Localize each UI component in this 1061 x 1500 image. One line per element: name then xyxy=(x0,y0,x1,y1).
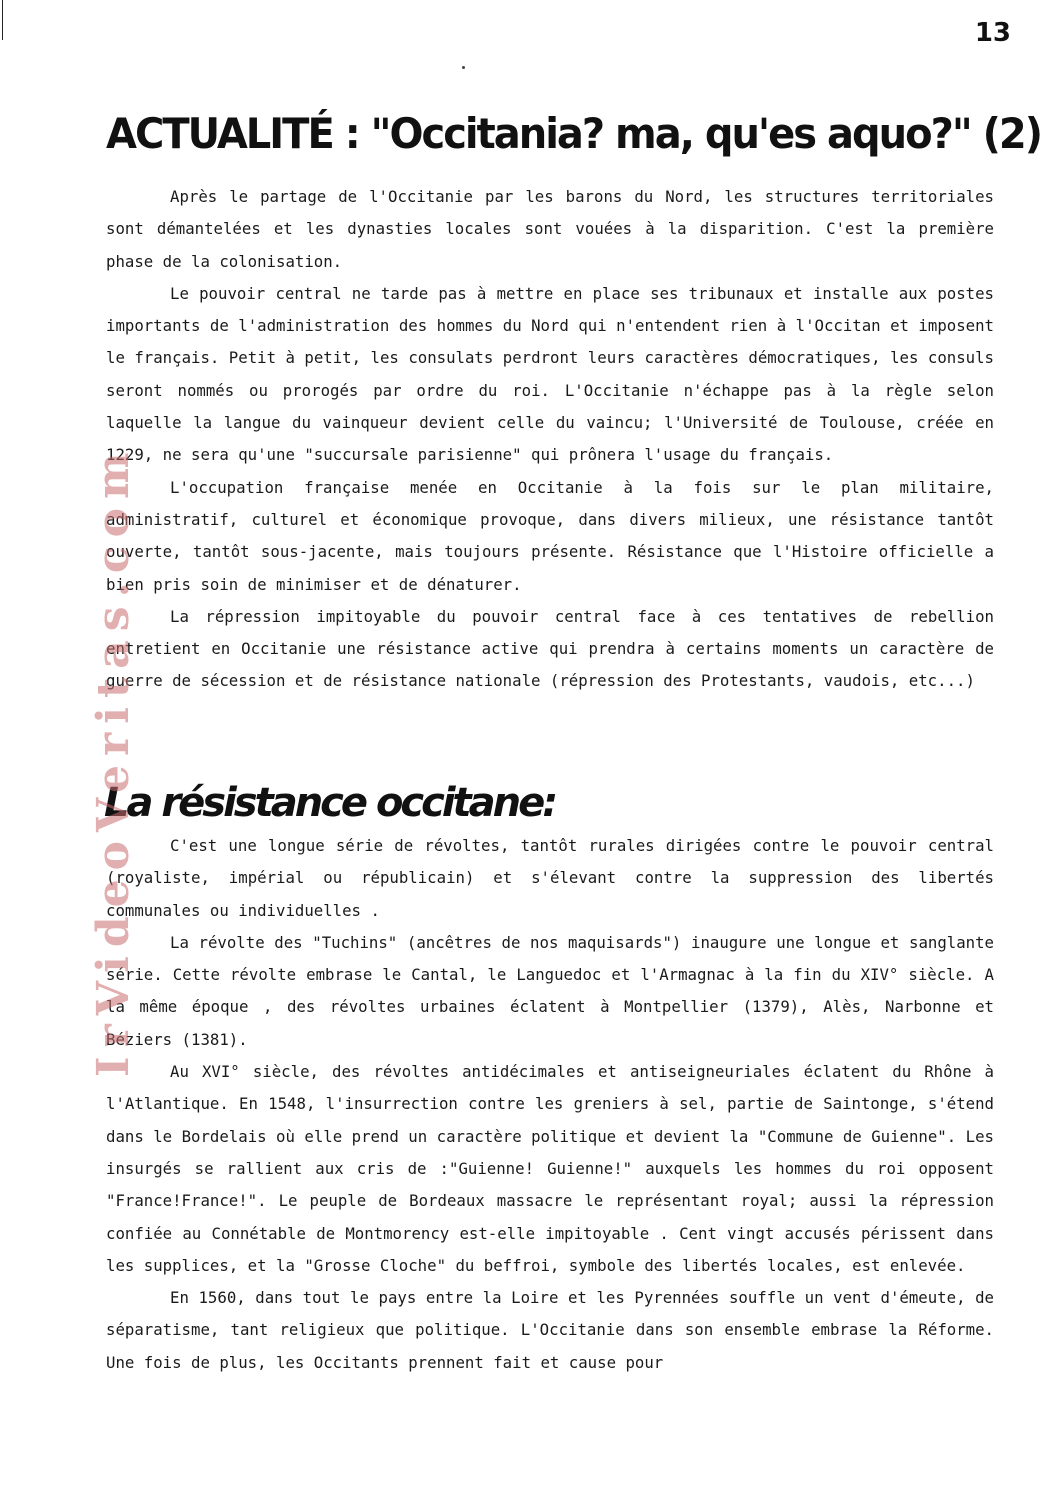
paragraph: L'occupation française menée en Occitanie à la fois sur le plan militaire, administratif, culturel et économique provoque, dans divers milieux, une résistance tantôt ouverte, tantôt sous-jacente, mais toujours présente. Résistance que l'Histoire officielle a bien pris soin de minimiser et de dénaturer. xyxy=(106,477,994,594)
paragraph: En 1560, dans tout le pays entre la Loire et les Pyrennées souffle un vent d'émeute, de séparatisme, tant religieux que politique. L'Occitanie dans son ensemble embrase la Réforme. Une fois de plus, les Occitants prennent fait et cause pour xyxy=(106,1288,994,1372)
paragraph: C'est une longue série de révoltes, tantôt rurales dirigées contre le pouvoir central (royaliste, impérial ou républicain) et s'élevant contre la suppression des libertés communales ou individuelles . xyxy=(106,836,994,920)
scan-edge-mark xyxy=(2,0,3,40)
paragraph: Après le partage de l'Occitanie par les barons du Nord, les structures territoriales sont démantelées et les dynasties locales sont vouées à la disparition. C'est la première phase de la colonisation. xyxy=(106,187,994,271)
section-intro xyxy=(106,181,994,698)
page-number: 13 xyxy=(974,18,1011,48)
paragraph: La révolte des "Tuchins" (ancêtres de nos maquisards") inaugure une longue et sanglante série. Cette révolte embrase le Cantal, le Languedoc et l'Armagnac à la fin du XIV° siècle. A la même époque , des révoltes urbaines éclatent à Montpellier (1379), Alès, Narbonne et Béziers (1381). xyxy=(106,932,994,1049)
watermark: IrVideoVeritas.com xyxy=(88,443,139,1077)
paragraph: Le pouvoir central ne tarde pas à mettre en place ses tribunaux et installe aux postes importants de l'administration des hommes du Nord qui n'entendent rien à l'Occitan et imposent le français. Petit à petit, les consulats perdront leurs caractères démocratiques, les consuls seront nommés ou prorogés par ordre du roi. L'Occitanie n'échappe pas à la règle selon laquelle la langue du vainqueur devient celle du vaincu; l'Université de Toulouse, créée en 1229, ne sera qu'une "succursale parisienne" qui prônera l'usage du français. xyxy=(106,283,994,465)
section-heading: La résistance occitane: xyxy=(104,780,556,826)
paragraph: Au XVI° siècle, des révoltes antidécimales et antiseigneuriales éclatent du Rhône à l'Atlantique. En 1548, l'insurrection contre les greniers à sel, partie de Saintonge, s'étend dans le Bordelais où elle prend un caractère politique et devient la "Commune de Guienne". Les insurgés se rallient aux cris de :"Guienne! Guienne!" auxquels les hommes du roi opposent "France!France!". Le peuple de Bordeaux massacre le représentant royal; aussi la répression confiée au Connétable de Montmorency est-elle impitoyable . Cent vingt accusés périssent dans les supplices, et la "Grosse Cloche" du beffroi, symbole des libertés locales, est enlevée. xyxy=(106,1062,994,1275)
paragraph: La répression impitoyable du pouvoir central face à ces tentatives de rebellion entretient en Occitanie une résistance active qui prendra à certains moments un caractère de guerre de sécession et de résistance nationale (répression des Protestants, vaudois, etc...) xyxy=(106,606,994,691)
article-headline: ACTUALITÉ : "Occitania? ma, qu'es aquo?" (2) xyxy=(106,110,1041,159)
scan-speck xyxy=(462,66,465,69)
section-resistance xyxy=(106,830,994,1379)
